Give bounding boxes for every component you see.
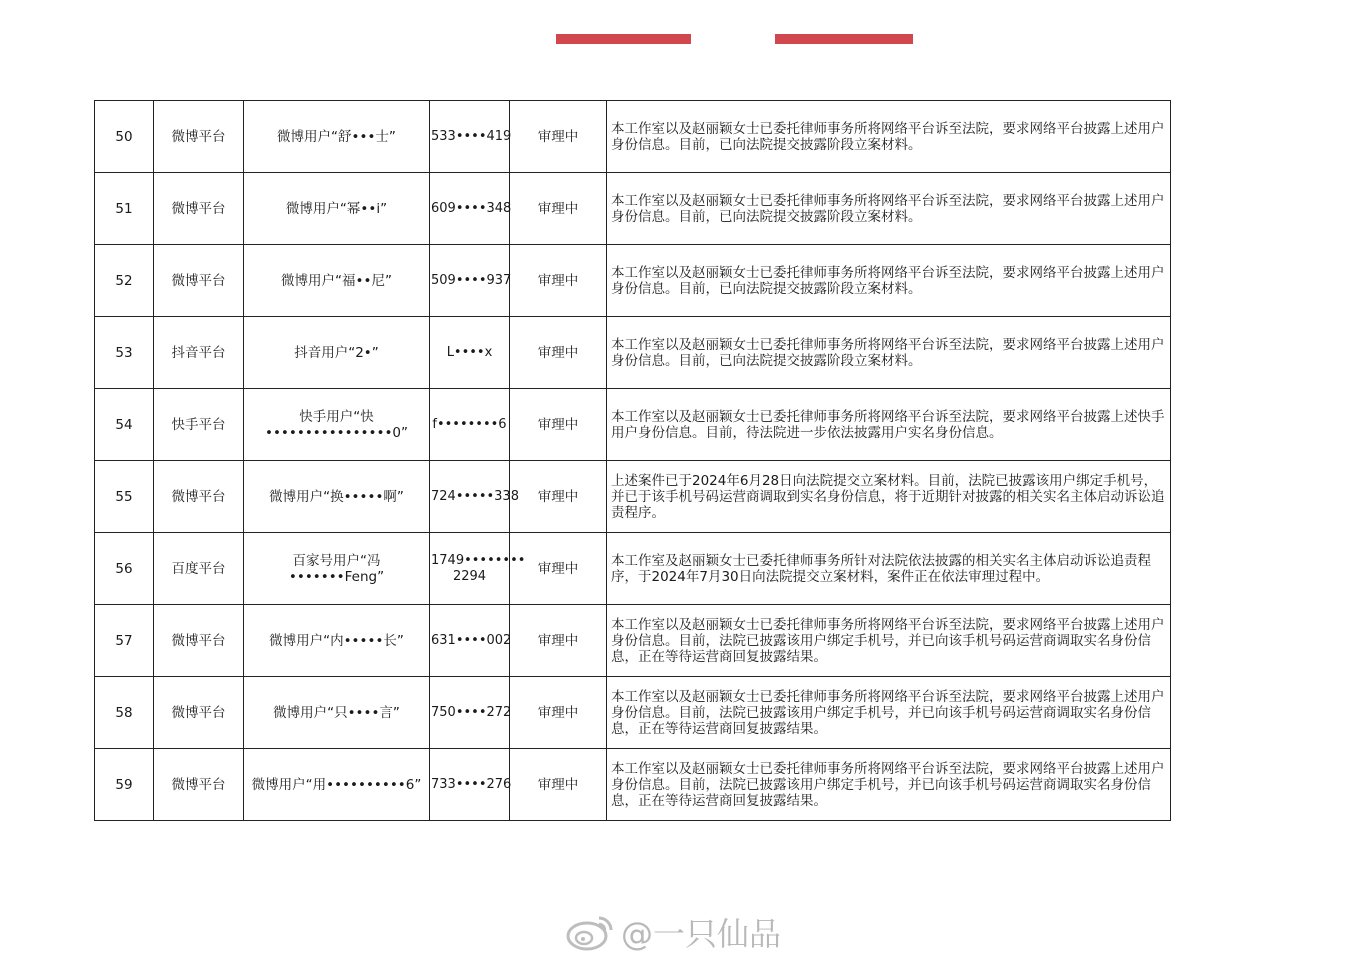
user-cell: 微博用户“只••••言” (244, 677, 430, 749)
description-cell: 本工作室以及赵丽颖女士已委托律师事务所将网络平台诉至法院，要求网络平台披露上述用户身份信息。目前，已向法院提交披露阶段立案材料。 (607, 101, 1171, 173)
table-row (95, 461, 1171, 533)
account-cell: 509••••937 (430, 245, 510, 317)
account-cell: f••••••••6 (430, 389, 510, 461)
user-cell: 快手用户“快••••••••••••••••0” (244, 389, 430, 461)
table-row (95, 533, 1171, 605)
table-row (95, 101, 1171, 173)
user-cell: 微博用户“内•••••长” (244, 605, 430, 677)
account-cell: 733••••276 (430, 749, 510, 821)
table-row (95, 605, 1171, 677)
table-row (95, 749, 1171, 821)
platform-cell: 抖音平台 (154, 317, 244, 389)
platform-cell: 微博平台 (154, 605, 244, 677)
description-cell: 本工作室以及赵丽颖女士已委托律师事务所将网络平台诉至法院，要求网络平台披露上述快手用户身份信息。目前，待法院进一步依法披露用户实名身份信息。 (607, 389, 1171, 461)
row-number: 56 (95, 533, 154, 605)
row-number: 51 (95, 173, 154, 245)
table-row (95, 317, 1171, 389)
platform-cell: 百度平台 (154, 533, 244, 605)
account-cell: 1749•••••••• 2294 (430, 533, 510, 605)
user-cell: 微博用户“福••尼” (244, 245, 430, 317)
status-cell: 审理中 (510, 173, 607, 245)
status-cell: 审理中 (510, 749, 607, 821)
header-fragment-right (775, 34, 913, 44)
watermark-text: @一只仙品 (621, 915, 782, 953)
description-cell: 本工作室及赵丽颖女士已委托律师事务所针对法院依法披露的相关实名主体启动诉讼追责程序，于2024年7月30日向法院提交立案材料，案件正在依法审理过程中。 (607, 533, 1171, 605)
description-cell: 本工作室以及赵丽颖女士已委托律师事务所将网络平台诉至法院，要求网络平台披露上述用户身份信息。目前，已向法院提交披露阶段立案材料。 (607, 173, 1171, 245)
account-cell: L••••x (430, 317, 510, 389)
description-cell: 本工作室以及赵丽颖女士已委托律师事务所将网络平台诉至法院，要求网络平台披露上述用户身份信息。目前，法院已披露该用户绑定手机号，并已向该手机号码运营商调取实名身份信息，正在等待运营商回复披露结果。 (607, 677, 1171, 749)
status-cell: 审理中 (510, 533, 607, 605)
user-cell: 微博用户“舒•••士” (244, 101, 430, 173)
platform-cell: 微博平台 (154, 749, 244, 821)
platform-cell: 微博平台 (154, 677, 244, 749)
platform-cell: 微博平台 (154, 461, 244, 533)
row-number: 53 (95, 317, 154, 389)
status-cell: 审理中 (510, 605, 607, 677)
account-cell: 724•••••338 (430, 461, 510, 533)
row-number: 58 (95, 677, 154, 749)
user-cell: 微博用户“换•••••啊” (244, 461, 430, 533)
row-number: 57 (95, 605, 154, 677)
status-cell: 审理中 (510, 461, 607, 533)
weibo-logo-icon (565, 912, 615, 952)
platform-cell: 微博平台 (154, 101, 244, 173)
header-fragment-left (556, 34, 691, 44)
user-cell: 微博用户“幂••i” (244, 173, 430, 245)
row-number: 50 (95, 101, 154, 173)
description-cell: 本工作室以及赵丽颖女士已委托律师事务所将网络平台诉至法院，要求网络平台披露上述用户身份信息。目前，已向法院提交披露阶段立案材料。 (607, 317, 1171, 389)
description-cell: 本工作室以及赵丽颖女士已委托律师事务所将网络平台诉至法院，要求网络平台披露上述用户身份信息。目前，法院已披露该用户绑定手机号，并已向该手机号码运营商调取实名身份信息，正在等待运营商回复披露结果。 (607, 605, 1171, 677)
account-cell: 609••••348 (430, 173, 510, 245)
case-table (94, 100, 1171, 821)
status-cell: 审理中 (510, 677, 607, 749)
description-cell: 本工作室以及赵丽颖女士已委托律师事务所将网络平台诉至法院，要求网络平台披露上述用户身份信息。目前，法院已披露该用户绑定手机号，并已向该手机号码运营商调取实名身份信息，正在等待运营商回复披露结果。 (607, 749, 1171, 821)
case-table-body (95, 101, 1171, 821)
table-row (95, 173, 1171, 245)
platform-cell: 微博平台 (154, 173, 244, 245)
description-cell: 本工作室以及赵丽颖女士已委托律师事务所将网络平台诉至法院，要求网络平台披露上述用户身份信息。目前，已向法院提交披露阶段立案材料。 (607, 245, 1171, 317)
account-cell: 750••••272 (430, 677, 510, 749)
platform-cell: 快手平台 (154, 389, 244, 461)
status-cell: 审理中 (510, 245, 607, 317)
row-number: 59 (95, 749, 154, 821)
status-cell: 审理中 (510, 389, 607, 461)
table-row (95, 245, 1171, 317)
user-cell: 抖音用户“2•” (244, 317, 430, 389)
account-cell: 533••••419 (430, 101, 510, 173)
status-cell: 审理中 (510, 317, 607, 389)
description-cell: 上述案件已于2024年6月28日向法院提交立案材料。目前，法院已披露该用户绑定手机号，并已于该手机号码运营商调取到实名身份信息，将于近期针对披露的相关实名主体启动诉讼追责程序。 (607, 461, 1171, 533)
platform-cell: 微博平台 (154, 245, 244, 317)
account-cell: 631••••002 (430, 605, 510, 677)
user-cell: 百家号用户“冯•••••••Feng” (244, 533, 430, 605)
table-row (95, 677, 1171, 749)
row-number: 54 (95, 389, 154, 461)
watermark (565, 910, 781, 954)
table-row (95, 389, 1171, 461)
row-number: 55 (95, 461, 154, 533)
row-number: 52 (95, 245, 154, 317)
user-cell: 微博用户“用••••••••••6” (244, 749, 430, 821)
status-cell: 审理中 (510, 101, 607, 173)
